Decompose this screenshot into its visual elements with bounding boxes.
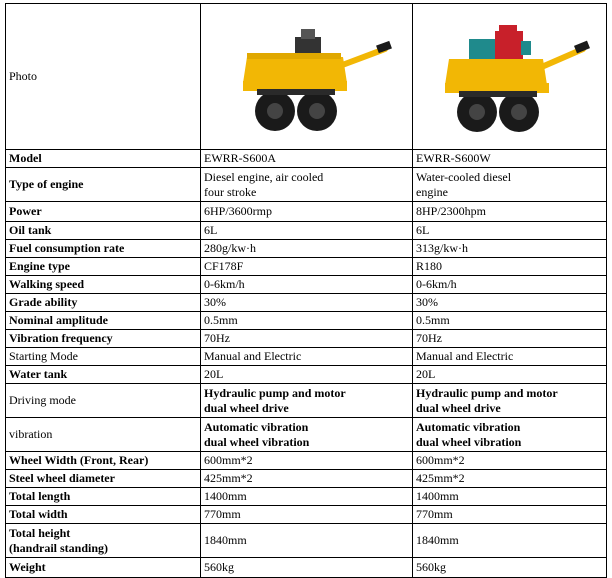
spec-value-b: 6L (413, 222, 607, 240)
spec-label: Oil tank (6, 222, 201, 240)
spec-row (6, 470, 607, 488)
spec-label: Type of engine (6, 168, 201, 202)
spec-value-a: Automatic vibration dual wheel vibration (201, 418, 413, 452)
spec-label: Steel wheel diameter (6, 470, 201, 488)
spec-value-b: 20L (413, 366, 607, 384)
spec-value-a: 1400mm (201, 488, 413, 506)
spec-value-a: 70Hz (201, 330, 413, 348)
spec-row (6, 294, 607, 312)
spec-value-b: Manual and Electric (413, 348, 607, 366)
spec-row (6, 558, 607, 578)
spec-value-b: 1840mm (413, 524, 607, 558)
spec-value-b: 0-6km/h (413, 276, 607, 294)
spec-label: Vibration frequency (6, 330, 201, 348)
spec-label: Total length (6, 488, 201, 506)
spec-row (6, 276, 607, 294)
spec-value-b: 1400mm (413, 488, 607, 506)
spec-label: Wheel Width (Front, Rear) (6, 452, 201, 470)
spec-label: Total height (handrail standing) (6, 524, 201, 558)
spec-row (6, 168, 607, 202)
spec-label: Power (6, 202, 201, 222)
spec-label: Walking speed (6, 276, 201, 294)
spec-row (6, 506, 607, 524)
spec-value-a: Manual and Electric (201, 348, 413, 366)
photo-row (6, 4, 607, 150)
spec-value-b: Water-cooled diesel engine (413, 168, 607, 202)
spec-value-b: 30% (413, 294, 607, 312)
spec-value-a: 600mm*2 (201, 452, 413, 470)
spec-row (6, 452, 607, 470)
spec-value-b: R180 (413, 258, 607, 276)
spec-row (6, 222, 607, 240)
spec-table (5, 3, 607, 578)
spec-label: Model (6, 150, 201, 168)
spec-value-a: Hydraulic pump and motor dual wheel drive (201, 384, 413, 418)
spec-value-b: Hydraulic pump and motor dual wheel drive (413, 384, 607, 418)
spec-value-a: 6HP/3600rmp (201, 202, 413, 222)
spec-value-a: 560kg (201, 558, 413, 578)
spec-value-a: 6L (201, 222, 413, 240)
spec-value-a: CF178F (201, 258, 413, 276)
spec-table-body (6, 4, 607, 578)
spec-value-a: 770mm (201, 506, 413, 524)
spec-row (6, 240, 607, 258)
spec-value-b: 770mm (413, 506, 607, 524)
spec-label: vibration (6, 418, 201, 452)
spec-row (6, 524, 607, 558)
spec-row (6, 330, 607, 348)
spec-label: Water tank (6, 366, 201, 384)
spec-label: Driving mode (6, 384, 201, 418)
spec-value-b: 425mm*2 (413, 470, 607, 488)
spec-label: Engine type (6, 258, 201, 276)
spec-value-a: 425mm*2 (201, 470, 413, 488)
roller-air-cooled-image (217, 19, 397, 134)
spec-value-a: 20L (201, 366, 413, 384)
spec-row (6, 312, 607, 330)
spec-value-a: 1840mm (201, 524, 413, 558)
spec-value-a: 0-6km/h (201, 276, 413, 294)
spec-label: Fuel consumption rate (6, 240, 201, 258)
spec-value-a: 280g/kw·h (201, 240, 413, 258)
spec-value-b: Automatic vibration dual wheel vibration (413, 418, 607, 452)
spec-value-a: Diesel engine, air cooled four stroke (201, 168, 413, 202)
spec-label: Weight (6, 558, 201, 578)
spec-row (6, 202, 607, 222)
spec-label: Nominal amplitude (6, 312, 201, 330)
spec-value-a: 0.5mm (201, 312, 413, 330)
spec-label: Starting Mode (6, 348, 201, 366)
spec-label: Grade ability (6, 294, 201, 312)
spec-value-b: 560kg (413, 558, 607, 578)
spec-row (6, 150, 607, 168)
photo-cell-b (413, 4, 607, 150)
spec-value-a: EWRR-S600A (201, 150, 413, 168)
spec-value-b: 8HP/2300hpm (413, 202, 607, 222)
photo-cell-a (201, 4, 413, 150)
spec-value-a: 30% (201, 294, 413, 312)
spec-label: Total width (6, 506, 201, 524)
roller-water-cooled-image (425, 19, 595, 134)
spec-value-b: 70Hz (413, 330, 607, 348)
spec-row (6, 418, 607, 452)
spec-row (6, 348, 607, 366)
spec-value-b: 0.5mm (413, 312, 607, 330)
spec-row (6, 366, 607, 384)
photo-label: Photo (6, 4, 201, 150)
spec-row (6, 488, 607, 506)
spec-value-b: 313g/kw·h (413, 240, 607, 258)
spec-row (6, 258, 607, 276)
spec-value-b: EWRR-S600W (413, 150, 607, 168)
spec-value-b: 600mm*2 (413, 452, 607, 470)
spec-row (6, 384, 607, 418)
